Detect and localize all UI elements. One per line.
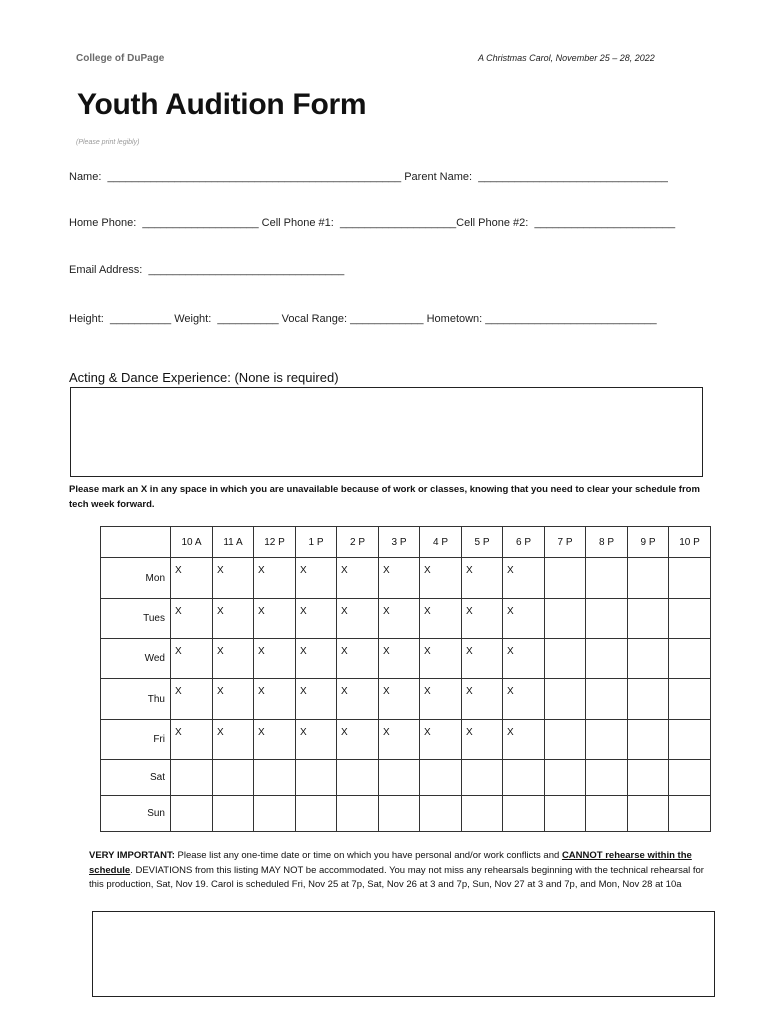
availability-cell[interactable] xyxy=(586,679,628,720)
availability-cell[interactable]: X xyxy=(503,639,545,679)
availability-table xyxy=(100,526,711,832)
availability-cell[interactable] xyxy=(628,720,669,760)
name-parent-fields[interactable]: Name: ________________________________________________ Parent Name: _______________________________ xyxy=(69,171,668,183)
corner-cell xyxy=(101,527,171,558)
time-header: 12 P xyxy=(254,527,296,558)
availability-cell[interactable] xyxy=(337,796,379,832)
availability-cell[interactable] xyxy=(586,720,628,760)
availability-cell[interactable] xyxy=(296,796,337,832)
college-name: College of DuPage xyxy=(76,53,165,64)
availability-cell[interactable] xyxy=(669,760,711,796)
availability-cell[interactable]: X xyxy=(462,558,503,599)
availability-cell[interactable]: X xyxy=(379,720,420,760)
table-row xyxy=(101,720,711,760)
availability-cell[interactable] xyxy=(296,760,337,796)
availability-cell[interactable]: X xyxy=(337,720,379,760)
availability-cell[interactable]: X xyxy=(503,558,545,599)
availability-cell[interactable]: X xyxy=(213,558,254,599)
availability-cell[interactable]: X xyxy=(254,639,296,679)
important-text-2: . DEVIATIONS from this listing MAY NOT be accommodated. You may not miss any rehearsals beginning with the technical rehearsal for this production, Sat, Nov 19. Carol is scheduled Fri, Nov 25 at 7p, Sat, Nov 26 at 3 and 7p, Sun, Nov 27 at 3 and 7p, and Mon, Nov 28 at 10a xyxy=(89,864,704,890)
time-header: 11 A xyxy=(213,527,254,558)
availability-cell[interactable] xyxy=(669,639,711,679)
availability-cell[interactable] xyxy=(337,760,379,796)
availability-cell[interactable] xyxy=(669,599,711,639)
availability-cell[interactable]: X xyxy=(171,639,213,679)
table-row xyxy=(101,679,711,720)
availability-cell[interactable]: X xyxy=(254,558,296,599)
availability-cell[interactable] xyxy=(420,796,462,832)
availability-cell[interactable] xyxy=(545,599,586,639)
time-header: 4 P xyxy=(420,527,462,558)
time-header: 1 P xyxy=(296,527,337,558)
table-row xyxy=(101,558,711,599)
availability-cell[interactable] xyxy=(628,558,669,599)
availability-cell[interactable]: X xyxy=(213,720,254,760)
day-label: Sat xyxy=(101,760,171,796)
availability-cell[interactable]: X xyxy=(213,599,254,639)
availability-cell[interactable] xyxy=(503,760,545,796)
availability-cell[interactable]: X xyxy=(420,558,462,599)
availability-cell[interactable] xyxy=(669,720,711,760)
availability-cell[interactable] xyxy=(420,760,462,796)
availability-cell[interactable]: X xyxy=(462,639,503,679)
availability-cell[interactable] xyxy=(586,639,628,679)
availability-cell[interactable]: X xyxy=(379,558,420,599)
availability-cell[interactable]: X xyxy=(213,639,254,679)
availability-cell[interactable] xyxy=(503,796,545,832)
important-lead: VERY IMPORTANT: xyxy=(89,850,175,861)
availability-cell[interactable] xyxy=(586,599,628,639)
availability-cell[interactable]: X xyxy=(337,639,379,679)
availability-cell[interactable]: X xyxy=(296,679,337,720)
availability-cell[interactable]: X xyxy=(171,599,213,639)
time-header: 10 P xyxy=(669,527,711,558)
availability-cell[interactable] xyxy=(628,760,669,796)
experience-label: Acting & Dance Experience: (None is required) xyxy=(69,370,339,385)
availability-cell[interactable]: X xyxy=(213,679,254,720)
availability-cell[interactable]: X xyxy=(462,599,503,639)
experience-textbox[interactable] xyxy=(70,387,703,477)
availability-cell[interactable] xyxy=(171,760,213,796)
availability-cell[interactable]: X xyxy=(462,679,503,720)
conflicts-textbox[interactable] xyxy=(92,911,715,997)
availability-cell[interactable]: X xyxy=(171,558,213,599)
time-header: 6 P xyxy=(503,527,545,558)
physical-info-fields[interactable]: Height: __________ Weight: __________ Vocal Range: ____________ Hometown: ____________________________ xyxy=(69,313,657,325)
table-row xyxy=(101,760,711,796)
availability-cell[interactable] xyxy=(545,720,586,760)
day-label: Tues xyxy=(101,599,171,639)
availability-cell[interactable] xyxy=(213,760,254,796)
availability-cell[interactable]: X xyxy=(420,720,462,760)
day-label: Mon xyxy=(101,558,171,599)
availability-cell[interactable] xyxy=(545,760,586,796)
page-title: Youth Audition Form xyxy=(77,88,367,121)
availability-cell[interactable]: X xyxy=(296,720,337,760)
availability-cell[interactable] xyxy=(545,639,586,679)
availability-cell[interactable]: X xyxy=(503,720,545,760)
availability-cell[interactable]: X xyxy=(420,679,462,720)
availability-cell[interactable] xyxy=(669,679,711,720)
availability-cell[interactable] xyxy=(379,796,420,832)
time-header: 2 P xyxy=(337,527,379,558)
availability-cell[interactable]: X xyxy=(420,599,462,639)
availability-cell[interactable]: X xyxy=(337,558,379,599)
table-header-row xyxy=(101,527,711,558)
phone-fields[interactable]: Home Phone: ___________________ Cell Phone #1: ___________________Cell Phone #2: _______________________ xyxy=(69,217,676,229)
availability-cell[interactable]: X xyxy=(462,720,503,760)
availability-cell[interactable]: X xyxy=(296,558,337,599)
availability-cell[interactable] xyxy=(545,558,586,599)
availability-cell[interactable]: X xyxy=(171,720,213,760)
table-row xyxy=(101,599,711,639)
availability-cell[interactable]: X xyxy=(379,599,420,639)
availability-cell[interactable] xyxy=(379,760,420,796)
availability-cell[interactable]: X xyxy=(254,599,296,639)
time-header: 10 A xyxy=(171,527,213,558)
table-row xyxy=(101,639,711,679)
availability-cell[interactable] xyxy=(171,796,213,832)
availability-cell[interactable] xyxy=(254,760,296,796)
day-label: Sun xyxy=(101,796,171,832)
availability-cell[interactable]: X xyxy=(254,679,296,720)
day-label: Fri xyxy=(101,720,171,760)
important-note xyxy=(89,849,719,893)
availability-cell[interactable] xyxy=(586,760,628,796)
availability-cell[interactable]: X xyxy=(296,639,337,679)
availability-cell[interactable] xyxy=(669,796,711,832)
availability-cell[interactable] xyxy=(628,599,669,639)
time-header: 7 P xyxy=(545,527,586,558)
day-label: Wed xyxy=(101,639,171,679)
availability-cell[interactable] xyxy=(462,760,503,796)
time-header: 8 P xyxy=(586,527,628,558)
availability-cell[interactable] xyxy=(586,796,628,832)
email-field[interactable]: Email Address: ________________________________ xyxy=(69,264,345,276)
day-label: Thu xyxy=(101,679,171,720)
availability-cell[interactable] xyxy=(628,679,669,720)
availability-cell[interactable] xyxy=(545,796,586,832)
important-text-1: Please list any one-time date or time on which you have personal and/or work conflicts and xyxy=(174,850,562,861)
availability-cell[interactable]: X xyxy=(171,679,213,720)
availability-cell[interactable]: X xyxy=(379,639,420,679)
availability-cell[interactable] xyxy=(213,796,254,832)
time-header: 9 P xyxy=(628,527,669,558)
availability-cell[interactable] xyxy=(545,679,586,720)
availability-cell[interactable] xyxy=(586,558,628,599)
availability-cell[interactable]: X xyxy=(503,679,545,720)
availability-cell[interactable]: X xyxy=(337,599,379,639)
production-info: A Christmas Carol, November 25 – 28, 2022 xyxy=(478,53,655,63)
availability-cell[interactable] xyxy=(628,639,669,679)
availability-cell[interactable]: X xyxy=(254,720,296,760)
important-underline: CANNOT rehearse within the schedule xyxy=(89,850,692,876)
availability-cell[interactable]: X xyxy=(503,599,545,639)
availability-cell[interactable] xyxy=(669,558,711,599)
availability-cell[interactable]: X xyxy=(420,639,462,679)
availability-cell[interactable]: X xyxy=(296,599,337,639)
schedule-instructions: Please mark an X in any space in which you are unavailable because of work or classes, knowing that you need to clear your schedule from tech week forward. xyxy=(69,484,700,510)
availability-cell[interactable] xyxy=(462,796,503,832)
availability-cell[interactable]: X xyxy=(379,679,420,720)
availability-cell[interactable]: X xyxy=(337,679,379,720)
time-header: 3 P xyxy=(379,527,420,558)
time-header: 5 P xyxy=(462,527,503,558)
availability-cell[interactable] xyxy=(628,796,669,832)
print-legibly-note: (Please print legibly) xyxy=(76,139,140,146)
table-row xyxy=(101,796,711,832)
availability-cell[interactable] xyxy=(254,796,296,832)
